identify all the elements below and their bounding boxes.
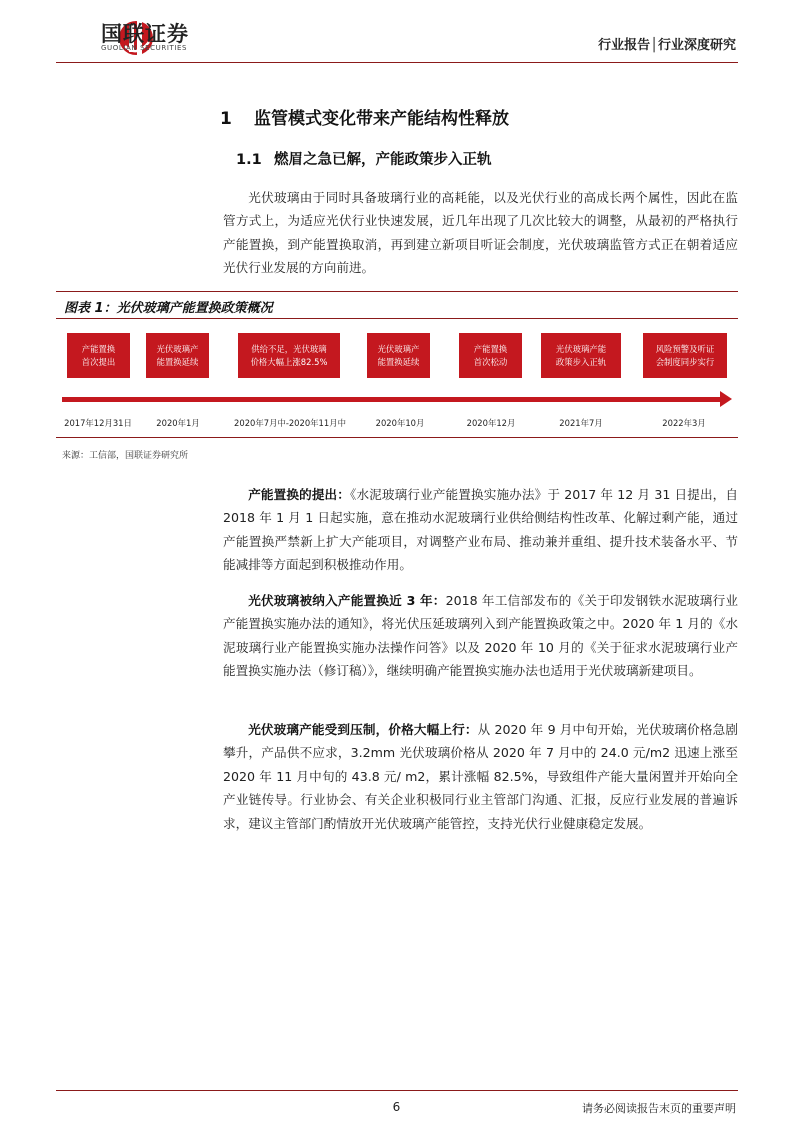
report-category: 行业报告│行业深度研究: [598, 38, 736, 53]
section-title: 监管模式变化带来产能结构性释放: [254, 109, 509, 129]
body-paragraph: [223, 483, 738, 577]
timeline-event: 光伏玻璃产 能置换延续: [367, 333, 430, 378]
timeline-event: 产能置换 首次松动: [459, 333, 522, 378]
paragraph-text: 《水泥玻璃行业产能置换实施办法》于 2017 年 12 月 31 日提出，自 2018 年 1 月 1 日起实施，意在推动水泥玻璃行业供给侧结构性改革、化解过剩产能，通过产能置换严禁新上扩大产能项目，对调整产业布局、推动兼并重组、提升技术装备水平、节能减排等方面起到积极推动作用。: [223, 487, 738, 573]
footer-disclaimer: 请务必阅读报告末页的重要声明: [582, 1102, 736, 1115]
section-number: 1: [220, 109, 232, 129]
timeline-event: 光伏玻璃产 能置换延续: [146, 333, 209, 378]
paragraph-text: 从 2020 年 9 月中旬开始，光伏玻璃价格急剧攀升，产品供不应求，3.2mm 光伏玻璃价格从 2020 年 7 月中的 24.0 元/m2 迅速上涨至 2020 年 11 月中旬的 43.8 元/ m2，累计涨幅 82.5%，导致组件产能大量闲置并开始向全产业链传导。行业协会、有关企业积极同行业主管部门沟通、汇报，反应行业发展的普遍诉求，建议主管部门酌情放开光伏玻璃产能管控，支持光伏行业健康稳定发展。: [223, 722, 739, 831]
paragraph-lead: 光伏玻璃被纳入产能置换近 3 年：: [248, 593, 446, 608]
subsection-title: 燃眉之急已解，产能政策步入正轨: [274, 152, 492, 168]
intro-paragraph: 光伏玻璃由于同时具备玻璃行业的高耗能，以及光伏行业的高成长两个属性，因此在监管方式上，为适应光伏行业快速发展，近几年出现了几次比较大的调整，从最初的严格执行产能置换，到产能置换取消，再到建立新项目听证会制度，光伏玻璃监管方式正在朝着适应光伏行业发展的方向前进。: [223, 190, 738, 276]
timeline-date: 2022年3月: [662, 418, 706, 428]
figure-source: 来源：工信部，国联证券研究所: [62, 451, 189, 461]
timeline-date: 2021年7月: [559, 418, 603, 428]
timeline-event: 产能置换 首次提出: [67, 333, 130, 378]
header-rule: [56, 62, 738, 63]
figure-top-rule: [56, 291, 738, 292]
paragraph-lead: 产能置换的提出：: [248, 487, 351, 502]
page-number: 6: [392, 1100, 401, 1114]
timeline-event: 风险预警及听证 会制度同步实行: [643, 333, 727, 378]
timeline-date: 2020年7月中-2020年11月中: [234, 418, 346, 428]
figure-bottom-rule: [56, 437, 738, 438]
figure-title-rule: [56, 318, 738, 319]
paragraph-text: 2018 年工信部发布的《关于印发钢铁水泥玻璃行业产能置换实施办法的通知》，将光伏压延玻璃列入到产能置换政策之中。2020 年 1 月的《水泥玻璃行业产能置换实施办法操作问答》以及 2020 年 10 月的《关于征求水泥玻璃行业产能置换实施办法（修订稿）》，继续明确产能置换实施办法也适用于光伏玻璃新建项目。: [223, 593, 738, 679]
timeline-date: 2020年10月: [375, 418, 425, 428]
body-paragraph: [223, 718, 738, 835]
subsection-number: 1.1: [236, 152, 262, 168]
timeline-event: 光伏玻璃产能 政策步入正轨: [541, 333, 621, 378]
timeline-axis: [62, 397, 724, 402]
figure-title: 图表 1：光伏玻璃产能置换政策概况: [64, 301, 273, 316]
timeline-event: 供给不足，光伏玻璃 价格大幅上涨82.5%: [238, 333, 340, 378]
timeline-date: 2020年12月: [466, 418, 516, 428]
logo-name-en: GUOLIAN SECURITIES: [101, 44, 188, 52]
subsection-heading: [236, 148, 492, 169]
section-heading: [220, 104, 509, 129]
paragraph-lead: 光伏玻璃产能受到压制，价格大幅上行：: [248, 722, 478, 737]
logo-name-cn: 国联证券: [101, 22, 189, 46]
timeline-date: 2020年1月: [156, 418, 200, 428]
timeline-arrow-icon: [720, 391, 732, 407]
body-paragraph: [223, 589, 738, 683]
footer-rule: [56, 1090, 738, 1091]
timeline-date: 2017年12月31日: [64, 418, 132, 428]
